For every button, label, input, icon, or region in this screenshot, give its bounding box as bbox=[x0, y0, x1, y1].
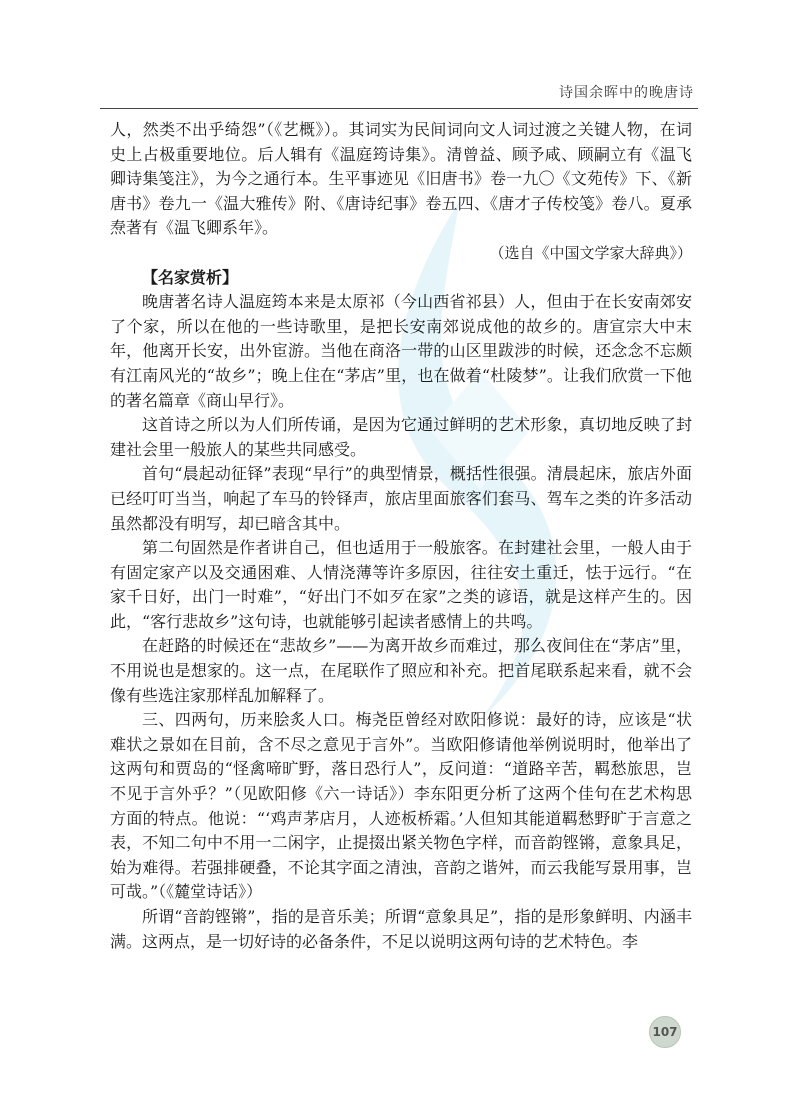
page-body bbox=[110, 118, 692, 954]
body-paragraph: 这首诗之所以为人们所传诵，是因为它通过鲜明的艺术形象，真切地反映了封建社会里一般旅人的某些共同感受。 bbox=[110, 415, 692, 459]
running-header-title: 诗国余晖中的晚唐诗 bbox=[559, 85, 694, 101]
page-number-badge: 107 bbox=[649, 1016, 681, 1048]
body-paragraph: 晚唐著名诗人温庭筠本来是太原祁（今山西省祁县）人，但由于在长安南郊安了个家，所以在他的一些诗歌里，是把长安南郊说成他的故乡的。唐宣宗大中末年，他离开长安，出外宦游。当他在商洛一带的山区里跋涉的时候，还念念不忘颇有江南风光的“故乡”；晚上住在“茅店”里，也在做着“杜陵梦”。让我们欣赏一下他的著名篇章《商山早行》。 bbox=[110, 292, 692, 410]
body-paragraph: 在赶路的时候还在“悲故乡”——为离开故乡而难过，那么夜间住在“茅店”里，不用说也是想家的。这一点，在尾联作了照应和补充。把首尾联系起来看，就不会像有些选注家那样乱加解释了。 bbox=[110, 636, 692, 705]
body-paragraph: 首句“晨起动征铎”表现“早行”的典型情景，概括性很强。清晨起床，旅店外面已经叮叮当当，响起了车马的铃铎声，旅店里面旅客们套马、驾车之类的许多活动虽然都没有明写，却已暗含其中。 bbox=[110, 464, 692, 533]
body-paragraph: 三、四两句，历来脍炙人口。梅尧臣曾经对欧阳修说：最好的诗，应该是“状难状之景如在目前，含不尽之意见于言外”。当欧阳修请他举例说明时，他举出了这两句和贾岛的“怪禽啼旷野，落日恐行人”，反问道：“道路辛苦，羁愁旅思，岂不见于言外乎？”（见欧阳修《六一诗话》）李东阳更分析了这两个佳句在艺术构思方面的特点。他说：“‘鸡声茅店月，人迹板桥霜。’人但知其能道羁愁野旷于言意之表，不知二句中不用一二闲字，止提掇出紧关物色字样，而音韵铿锵，意象具足，始为难得。若强排硬叠，不论其字面之清浊，音韵之谐舛，而云我能写景用事，岂可哉。”（《麓堂诗话》） bbox=[110, 710, 692, 902]
section-heading: 【名家赏析】 bbox=[142, 267, 239, 287]
intro-paragraph: 人，然类不出乎绮怨”（《艺概》）。其词实为民间词向文人词过渡之关键人物，在词史上占极重要地位。后人辑有《温庭筠诗集》。清曾益、顾予咸、顾嗣立有《温飞卿诗集笺注》，为今之通行本。生平事迹见《旧唐书》卷一九〇《文苑传》下、《新唐书》卷九一《温大雅传》附、《唐诗纪事》卷五四、《唐才子传校笺》卷八。夏承焘著有《温飞卿系年》。 bbox=[110, 120, 692, 238]
body-paragraph: 第二句固然是作者讲自己，但也适用于一般旅客。在封建社会里，一般人由于有固定家产以及交通困难、人情浇薄等许多原因，往往安土重迁，怯于远行。“在家千日好，出门一时难”，“好出门不如歹在家”之类的谚语，就是这样产生的。因此，“客行悲故乡”这句诗，也就能够引起读者感情上的共鸣。 bbox=[110, 538, 692, 631]
source-note: （选自《中国文学家大辞典》） bbox=[489, 243, 692, 262]
body-paragraph: 所谓“音韵铿锵”，指的是音乐美；所谓“意象具足”，指的是形象鲜明、内涵丰满。这两点，是一切好诗的必备条件，不足以说明这两句诗的艺术特色。李 bbox=[110, 907, 692, 951]
running-header bbox=[100, 70, 698, 109]
